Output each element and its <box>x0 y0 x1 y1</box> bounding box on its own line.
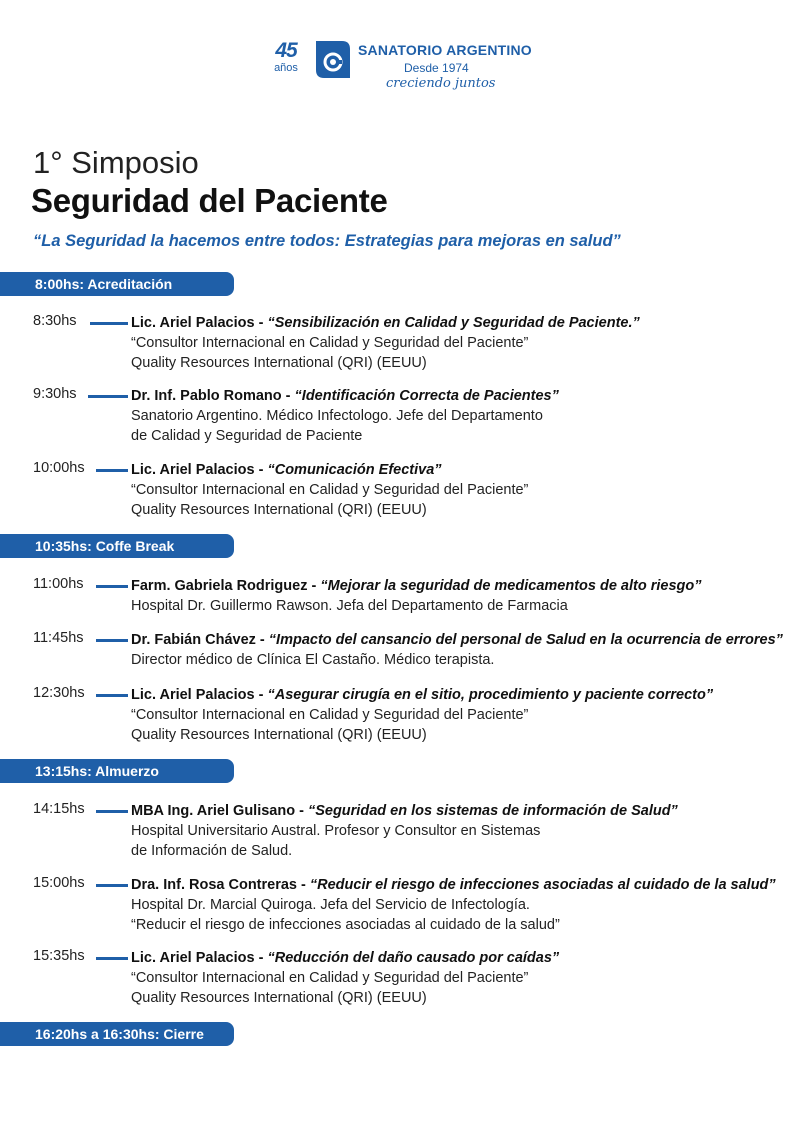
entry-talk: “Comunicación Efectiva” <box>267 462 442 478</box>
schedule-bar-coffee-break: 10:35hs: Coffe Break <box>0 534 234 558</box>
timeline-connector <box>96 469 128 472</box>
entry-detail: Director médico de Clínica El Castaño. Médico terapista. <box>131 652 495 668</box>
entry-talk: “Asegurar cirugía en el sitio, procedimiento y paciente correcto” <box>267 687 714 703</box>
timeline-connector <box>90 322 128 325</box>
schedule-bar-closing: 16:20hs a 16:30hs: Cierre <box>0 1022 234 1046</box>
entry-speaker: MBA Ing. Ariel Gulisano <box>131 803 296 819</box>
entry-speaker: Dra. Inf. Rosa Contreras <box>131 877 297 893</box>
timeline-connector <box>96 810 128 813</box>
entry-speaker: Farm. Gabriela Rodriguez <box>131 578 308 594</box>
anniversary-number: 45 <box>275 39 297 62</box>
timeline-connector <box>96 884 128 887</box>
entry-detail: Hospital Universitario Austral. Profesor y Consultor en Sistemas <box>131 823 541 839</box>
entry-time: 14:15hs <box>33 801 85 817</box>
entry-speaker: Dr. Fabián Chávez <box>131 632 256 648</box>
sanatorio-logo-icon <box>316 41 350 78</box>
entry-speaker: Dr. Inf. Pablo Romano <box>131 388 282 404</box>
entry-talk: “Reducir el riesgo de infecciones asociadas al cuidado de la salud” <box>309 877 776 893</box>
timeline-connector <box>96 694 128 697</box>
entry-detail: “Consultor Internacional en Calidad y Seguridad del Paciente” <box>131 970 529 986</box>
timeline-connector <box>96 957 128 960</box>
timeline-connector <box>96 639 128 642</box>
entry-time: 8:30hs <box>33 313 77 329</box>
entry-detail: “Consultor Internacional en Calidad y Seguridad del Paciente” <box>131 482 529 498</box>
event-title: Seguridad del Paciente <box>31 182 388 219</box>
entry-time: 15:35hs <box>33 948 85 964</box>
entry-detail: Quality Resources International (QRI) (EEUU) <box>131 502 427 518</box>
entry-detail: de Información de Salud. <box>131 843 293 859</box>
entry-speaker: Lic. Ariel Palacios <box>131 950 255 966</box>
entry-detail: “Consultor Internacional en Calidad y Seguridad del Paciente” <box>131 335 529 351</box>
entry-detail: Quality Resources International (QRI) (EEUU) <box>131 727 427 743</box>
header-logo <box>266 38 546 98</box>
entry-talk: “Seguridad en los sistemas de información de Salud” <box>307 803 678 819</box>
entry-speaker: Lic. Ariel Palacios <box>131 462 255 478</box>
brand-slogan: creciendo juntos <box>386 76 496 91</box>
brand-name: SANATORIO ARGENTINO <box>358 42 532 58</box>
entry-time: 9:30hs <box>33 386 77 402</box>
entry-detail: Sanatorio Argentino. Médico Infectologo. Jefe del Departamento <box>131 408 543 424</box>
schedule-bar-lunch: 13:15hs: Almuerzo <box>0 759 234 783</box>
entry-detail: “Consultor Internacional en Calidad y Seguridad del Paciente” <box>131 707 529 723</box>
event-edition: 1° Simposio <box>33 145 199 180</box>
entry-detail: Hospital Dr. Marcial Quiroga. Jefa del Servicio de Infectología. <box>131 897 530 913</box>
entry-time: 11:00hs <box>33 576 84 592</box>
anniversary-label: años <box>274 62 298 74</box>
entry-detail: “Reducir el riesgo de infecciones asociadas al cuidado de la salud” <box>131 917 560 933</box>
event-subtitle: “La Seguridad la hacemos entre todos: Estrategias para mejoras en salud” <box>33 232 621 250</box>
entry-time: 10:00hs <box>33 460 85 476</box>
entry-speaker: Lic. Ariel Palacios <box>131 687 255 703</box>
entry-talk: “Sensibilización en Calidad y Seguridad de Paciente.” <box>267 315 640 331</box>
entry-speaker: Lic. Ariel Palacios <box>131 315 255 331</box>
entry-time: 12:30hs <box>33 685 85 701</box>
entry-talk: “Impacto del cansancio del personal de Salud en la ocurrencia de errores” <box>268 632 783 648</box>
schedule-bar-accreditation: 8:00hs: Acreditación <box>0 272 234 296</box>
entry-talk: “Mejorar la seguridad de medicamentos de alto riesgo” <box>320 578 702 594</box>
brand-since: Desde 1974 <box>404 61 469 75</box>
entry-detail: Quality Resources International (QRI) (EEUU) <box>131 355 427 371</box>
entry-detail: Hospital Dr. Guillermo Rawson. Jefa del Departamento de Farmacia <box>131 598 568 614</box>
entry-time: 11:45hs <box>33 630 84 646</box>
anniversary-badge <box>266 40 306 74</box>
entry-time: 15:00hs <box>33 875 85 891</box>
entry-talk: “Identificación Correcta de Pacientes” <box>294 388 559 404</box>
entry-detail: Quality Resources International (QRI) (EEUU) <box>131 990 427 1006</box>
entry-detail: de Calidad y Seguridad de Paciente <box>131 428 363 444</box>
entry-talk: “Reducción del daño causado por caídas” <box>267 950 560 966</box>
timeline-connector <box>96 585 128 588</box>
timeline-connector <box>88 395 128 398</box>
